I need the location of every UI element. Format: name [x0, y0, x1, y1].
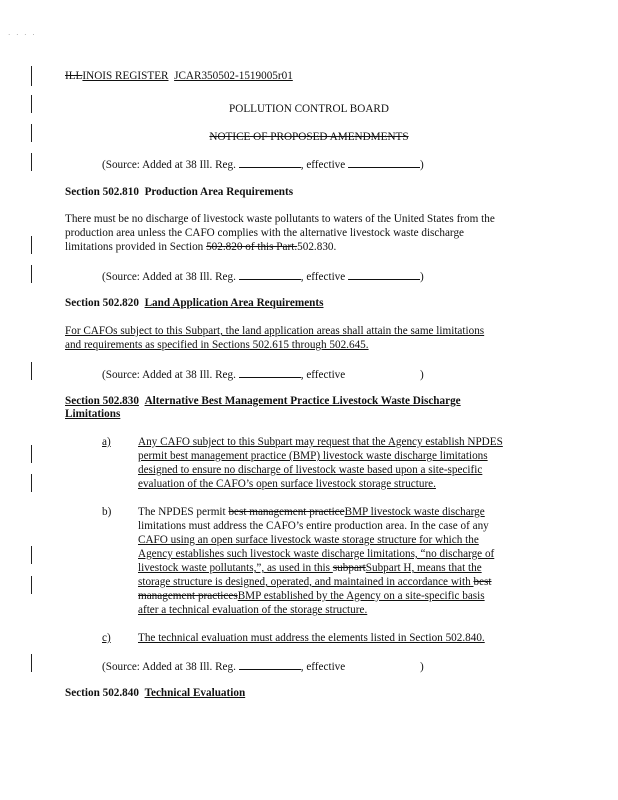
reg-blank — [239, 269, 301, 280]
struck-text: subpart — [332, 562, 366, 574]
text: limitations provided in Section — [65, 241, 207, 253]
reg-blank — [239, 659, 301, 670]
register-text: INOIS REGISTER — [82, 70, 169, 82]
item-label: b) — [102, 506, 112, 518]
struck-text: best management practice — [228, 506, 345, 518]
section-number: Section 502.840 — [65, 687, 139, 699]
board-title: POLLUTION CONTROL BOARD — [229, 103, 389, 115]
source-effective: , effective — [300, 661, 346, 673]
source-prefix: (Source: Added at 38 Ill. Reg. — [102, 369, 236, 381]
struck-text: 502.820 of this Part. — [206, 241, 298, 253]
paragraph-line: designed to ensure no discharge of livestock waste based upon a site-specific — [138, 464, 483, 476]
register-header — [65, 70, 293, 83]
paragraph-line: Agency establishes such livestock waste discharge limitations, “no discharge of — [138, 548, 495, 560]
paragraph-line: The technical evaluation must address the elements listed in Section 502.840. — [138, 632, 485, 644]
revision-bar — [31, 66, 32, 86]
paragraph-line: There must be no discharge of livestock waste pollutants to waters of the United States from the — [65, 213, 495, 225]
revision-bar — [31, 265, 32, 283]
inserted-text: storage structure is designed, operated, and maintained in accordance with — [138, 576, 474, 588]
item-label: c) — [102, 632, 111, 644]
struck-text: management practices — [138, 590, 238, 602]
revision-bar — [31, 576, 32, 594]
source-line — [102, 659, 424, 674]
revision-bar — [31, 236, 32, 254]
text: production area unless the CAFO complies with the alternative livestock waste discharge — [65, 227, 465, 239]
paragraph-line: and requirements as specified in Sections 502.615 through 502.645. — [65, 339, 369, 351]
source-close: ) — [420, 271, 424, 283]
item-label: a) — [102, 436, 111, 448]
source-line — [102, 157, 424, 172]
section-title-cont: Limitations — [65, 408, 121, 420]
jcar-id: JCAR350502-1519005r01 — [174, 70, 293, 82]
section-title: Alternative Best Management Practice Livestock Waste Discharge — [144, 395, 461, 407]
effective-blank — [348, 660, 420, 670]
effective-blank — [348, 368, 420, 378]
source-prefix: (Source: Added at 38 Ill. Reg. — [102, 661, 236, 673]
revision-bar — [31, 474, 32, 492]
paragraph-line — [138, 562, 482, 575]
register-struck-text: ILL — [65, 70, 83, 82]
paragraph-line — [138, 506, 485, 519]
section-heading — [65, 297, 323, 310]
section-title: Technical Evaluation — [144, 687, 246, 699]
paragraph-line — [138, 576, 492, 589]
section-number: Section 502.810 — [65, 186, 139, 198]
section-title: Production Area Requirements — [144, 186, 294, 198]
source-effective: , effective — [300, 159, 346, 171]
revision-bar — [31, 153, 32, 171]
paragraph-line: For CAFOs subject to this Subpart, the land application areas shall attain the same limitations — [65, 325, 485, 337]
source-line — [102, 367, 424, 382]
source-line — [102, 269, 424, 284]
inserted-text: livestock waste pollutants,”, as used in this — [138, 562, 333, 574]
struck-text: best — [473, 576, 492, 588]
source-close: ) — [420, 369, 424, 381]
effective-blank — [348, 157, 420, 168]
revision-bar — [31, 445, 32, 463]
text: 502.830. — [297, 241, 337, 253]
section-heading — [65, 186, 293, 199]
paragraph-line: evaluation of the CAFO’s open surface livestock storage structure. — [138, 478, 436, 490]
paragraph-line — [65, 227, 464, 240]
section-number: Section 502.820 — [65, 297, 139, 309]
source-prefix: (Source: Added at 38 Ill. Reg. — [102, 159, 236, 171]
section-title: Land Application Area Requirements — [144, 297, 324, 309]
paragraph-line — [138, 590, 485, 603]
reg-blank — [239, 367, 301, 378]
text: The NPDES permit — [138, 506, 229, 518]
source-effective: , effective — [300, 369, 346, 381]
source-effective: , effective — [300, 271, 346, 283]
inserted-text: BMP established by the Agency on a site-specific basis — [237, 590, 485, 602]
paragraph-line: Any CAFO subject to this Subpart may request that the Agency establish NPDES — [138, 436, 503, 448]
inserted-text: Subpart H, means that the — [365, 562, 482, 574]
section-heading — [65, 395, 461, 408]
paragraph-line: limitations must address the CAFO’s entire production area. In the case of any — [138, 520, 489, 532]
paragraph-line: after a technical evaluation of the storage structure. — [138, 604, 368, 616]
reg-blank — [239, 157, 301, 168]
section-number: Section 502.830 — [65, 395, 139, 407]
revision-bar — [31, 362, 32, 380]
source-close: ) — [420, 661, 424, 673]
inserted-text: BMP livestock waste discharge — [344, 506, 485, 518]
notice-title: NOTICE OF PROPOSED AMENDMENTS — [209, 131, 409, 143]
section-heading — [65, 687, 245, 700]
source-close: ) — [420, 159, 424, 171]
effective-blank — [348, 269, 420, 280]
paragraph-line — [65, 241, 336, 254]
revision-bar — [31, 546, 32, 564]
paragraph-line: permit best management practice (BMP) livestock waste discharge limitations — [138, 450, 488, 462]
scan-mark: · · · · — [8, 31, 37, 39]
source-prefix: (Source: Added at 38 Ill. Reg. — [102, 271, 236, 283]
revision-bar — [31, 654, 32, 672]
paragraph-line: CAFO using an open surface livestock waste storage structure for which the — [138, 534, 479, 546]
